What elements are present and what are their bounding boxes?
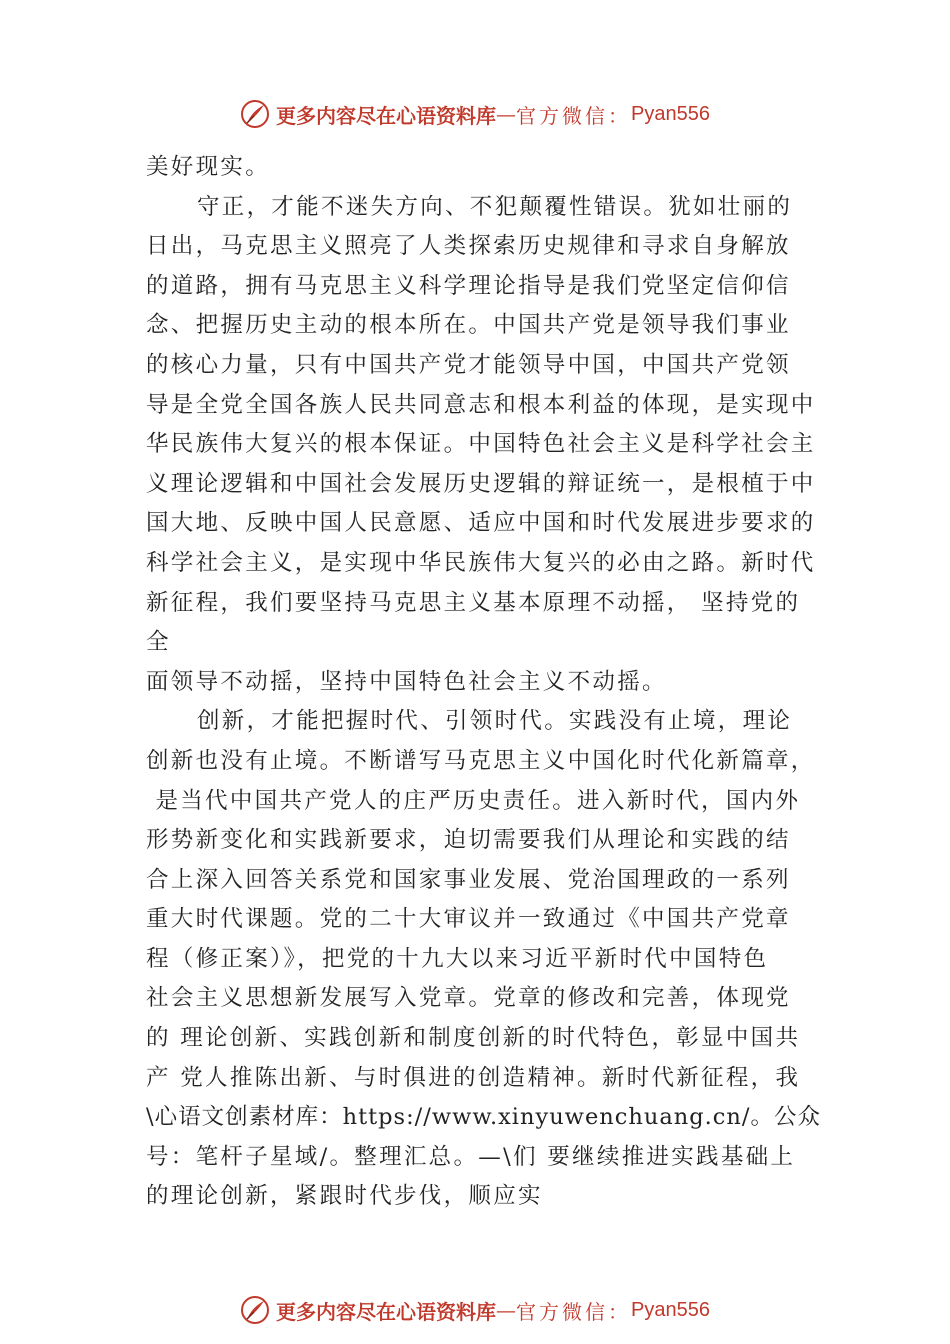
footer-separator: — (496, 1298, 517, 1322)
header-separator: — (496, 102, 517, 126)
text-line: 形势新变化和实践新要求，迫切需要我们从理论和实践的结 (146, 827, 791, 854)
text-line: 创新，才能把握时代、引领时代。实践没有止境，理论 (197, 708, 793, 735)
footer-brand-text: 更多内容尽在心语资料库 (276, 1299, 497, 1324)
text-line: 导是全党全国各族人民共同意志和根本利益的体现，是实现中 (146, 391, 816, 418)
document-body (146, 148, 824, 1217)
text-line: 产 党人推陈出新、与时俱进的创造精神。新时代新征程，我 (146, 1064, 801, 1091)
text-line: 科学社会主义，是实现中华民族伟大复兴的必由之路。新时代 (146, 549, 816, 576)
text-line: 的道路，拥有马克思主义科学理论指导是我们党坚定信仰信 (146, 272, 791, 299)
text-line: 创新也没有止境。不断谱写马克思主义中国化时代化新篇章， (146, 747, 816, 774)
text-line: 守正，才能不迷失方向、不犯颠覆性错误。犹如壮丽的 (197, 193, 793, 220)
text-line: \心语文创素材库：https://www.xinyuwenchuang.cn/。公众 (146, 1104, 821, 1131)
text-line: 的理论创新，紧跟时代步伐，顺应实 (146, 1183, 543, 1210)
text-line: 义理论逻辑和中国社会发展历史逻辑的辩证统一，是根植于中 (146, 470, 816, 497)
footer-banner (0, 1290, 950, 1330)
text-line: 的核心力量，只有中国共产党才能领导中国，中国共产党领 (146, 351, 791, 378)
text-line: 念、把握历史主动的根本所在。中国共产党是领导我们事业 (146, 312, 791, 339)
text-line: 面领导不动摇，坚持中国特色社会主义不动摇。 (146, 668, 667, 695)
header-brand-text: 更多内容尽在心语资料库 (276, 103, 497, 128)
text-line: 日出，马克思主义照亮了人类探索历史规律和寻求自身解放 (146, 233, 791, 260)
text-line: 合上深入回答关系党和国家事业发展、党治国理政的一系列 (146, 866, 791, 893)
text-line: 程（修正案）》，把党的十九大以来习近平新时代中国特色 (146, 945, 769, 972)
text-line: 国大地、反映中国人民意愿、适应中国和时代发展进步要求的 (146, 510, 816, 537)
text-line: 华民族伟大复兴的根本保证。中国特色社会主义是科学社会主 (146, 431, 816, 458)
text-line: 是当代中国共产党人的庄严历史责任。进入新时代，国内外 (146, 787, 801, 814)
text-line: 重大时代课题。党的二十大审议并一致通过《中国共产党章 (146, 906, 791, 933)
feather-logo-icon (240, 1295, 270, 1325)
header-wechat-id: Pyan556 (631, 102, 710, 125)
header-wechat-label: 官方微信： (516, 103, 632, 128)
header-banner (0, 94, 950, 134)
text-line: 新征程，我们要坚持马克思主义基本原理不动摇， 坚持党的全 (146, 589, 801, 656)
footer-wechat-id: Pyan556 (631, 1298, 710, 1321)
footer-wechat-label: 官方微信： (516, 1299, 632, 1324)
text-line: 社会主义思想新发展写入党章。党章的修改和完善，体现党 (146, 985, 791, 1012)
text-line: 的 理论创新、实践创新和制度创新的时代特色，彰显中国共 (146, 1025, 801, 1052)
text-line: 美好现实。 (146, 154, 271, 180)
text-line: 号：笔杆子星域/。整理汇总。—\们 要继续推进实践基础上 (146, 1143, 796, 1170)
feather-logo-icon (240, 99, 270, 129)
